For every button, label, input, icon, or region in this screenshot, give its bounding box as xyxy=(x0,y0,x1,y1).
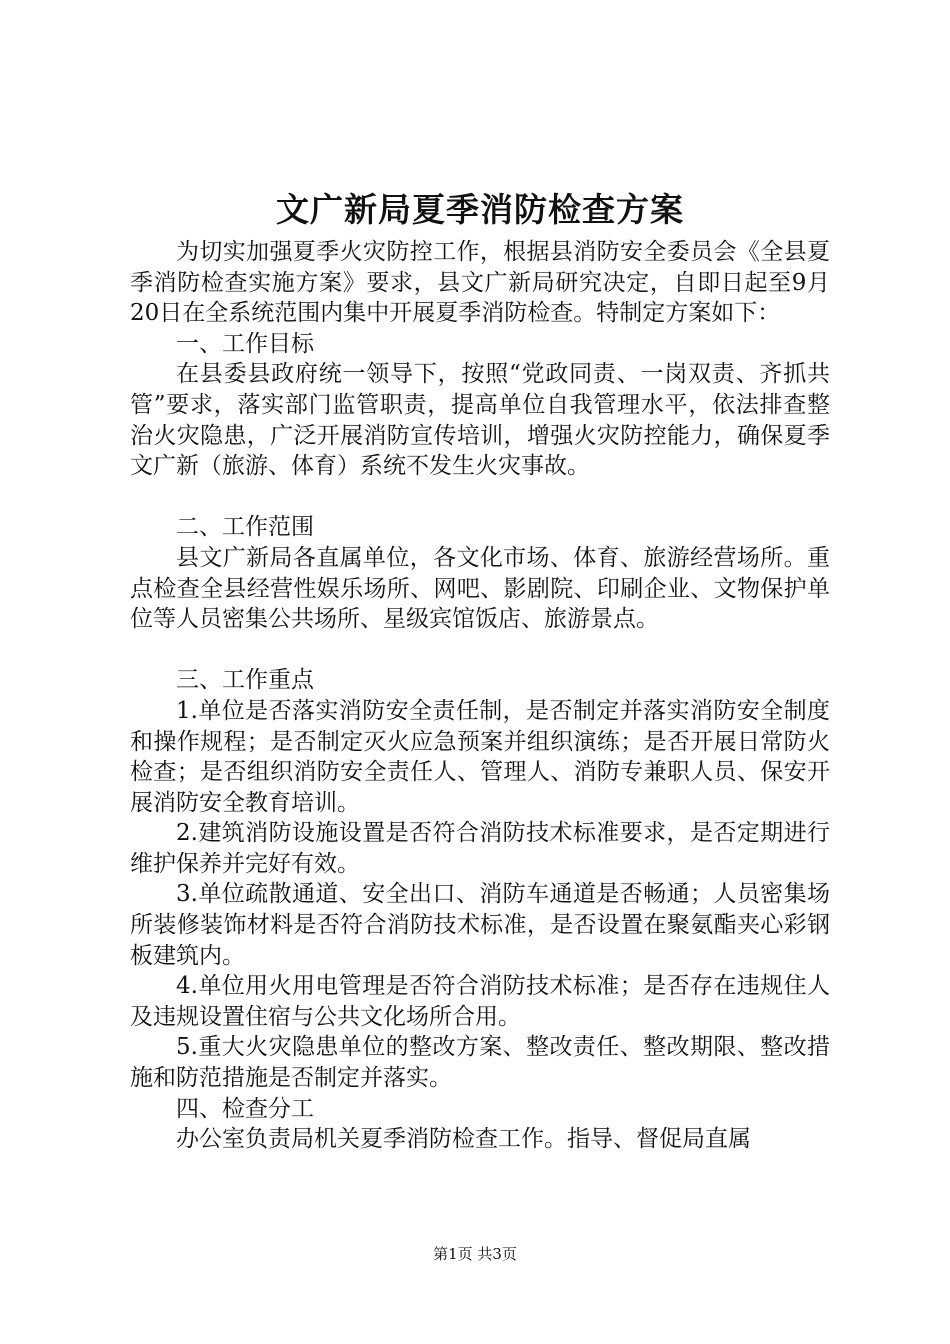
intro-paragraph: 为切实加强夏季火灾防控工作，根据县消防安全委员会《全县夏季消防检查实施方案》要求，县文广新局研究决定，自即日起至9月20日在全系统范围内集中开展夏季消防检查。特制定方案如下： xyxy=(130,239,830,327)
document-title: 文广新局夏季消防检查方案 xyxy=(276,190,684,229)
focus-item-5: 5.重大火灾隐患单位的整改方案、整改责任、整改期限、整改措施和防范措施是否制定并落实。 xyxy=(130,1034,830,1092)
focus-item-3: 3.单位疏散通道、安全出口、消防车通道是否畅通；人员密集场所装修装饰材料是否符合消防技术标准，是否设置在聚氨酯夹心彩钢板建筑内。 xyxy=(130,881,830,969)
section-text-goal: 在县委县政府统一领导下，按照“党政同责、一岗双责、齐抓共管”要求，落实部门监管职责，提高单位自我管理水平，依法排查整治火灾隐患，广泛开展消防宣传培训，增强火灾防控能力，确保夏季文广新（旅游、体育）系统不发生火灾事故。 xyxy=(130,361,830,480)
section-text-division: 办公室负责局机关夏季消防检查工作。指导、督促局直属 xyxy=(176,1126,751,1153)
document-page xyxy=(130,0,830,1344)
document-body xyxy=(130,237,830,1155)
section-heading-scope: 二、工作范围 xyxy=(176,514,314,541)
focus-item-1: 1.单位是否落实消防安全责任制，是否制定并落实消防安全制度和操作规程；是否制定灭火应急预案并组织演练；是否开展日常防火检查；是否组织消防安全责任人、管理人、消防专兼职人员、保安开展消防安全教育培训。 xyxy=(130,697,830,816)
focus-item-4: 4.单位用火用电管理是否符合消防技术标准；是否存在违规住人及违规设置住宿与公共文化场所合用。 xyxy=(130,973,830,1030)
section-heading-focus: 三、工作重点 xyxy=(176,667,314,694)
section-heading-goal: 一、工作目标 xyxy=(176,330,314,357)
section-heading-division: 四、检查分工 xyxy=(176,1095,314,1122)
page-number-footer: 第1页 共3页 xyxy=(433,1245,517,1263)
focus-item-2: 2.建筑消防设施设置是否符合消防技术标准要求，是否定期进行维护保养并完好有效。 xyxy=(130,820,830,877)
section-text-scope: 县文广新局各直属单位，各文化市场、体育、旅游经营场所。重点检查全县经营性娱乐场所、网吧、影剧院、印刷企业、文物保护单位等人员密集公共场所、星级宾馆饭店、旅游景点。 xyxy=(130,544,830,633)
